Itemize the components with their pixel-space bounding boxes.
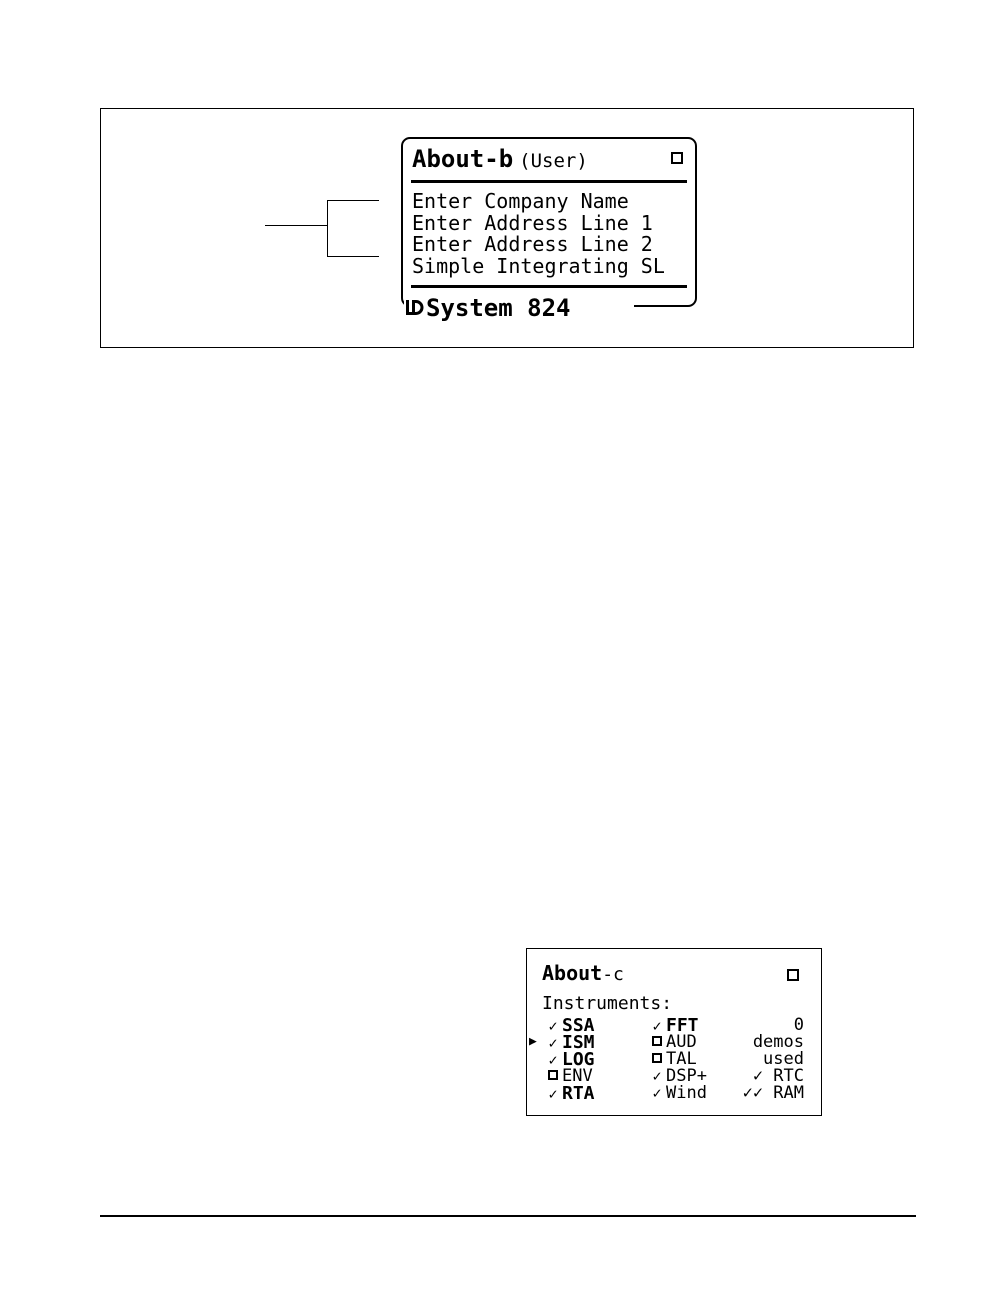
bracket-bottom [327,256,379,257]
description-line: Simple Integrating SL [412,253,665,278]
instruments-label: Instruments: [542,993,673,1014]
screen-title-suffix: -c [602,964,624,985]
checkmark-icon: ✓ [548,1017,558,1035]
address-line-1: Enter Address Line 1 [412,210,653,235]
page-bottom-rule [100,1215,916,1217]
selection-arrow-icon: ▶ [529,1034,537,1049]
instrument-name: LOG [562,1049,595,1070]
unchecked-box-icon [648,1051,666,1068]
square-indicator-icon [671,152,683,164]
status-cell: ✓ RTC [752,1066,804,1086]
company-name-line: Enter Company Name [412,189,629,213]
checkmark-icon: ✓ [548,1085,558,1103]
lcd-screen-about-c [526,948,822,1116]
model-name: System 824 [426,294,571,322]
figure-about-b [100,108,914,348]
instrument-name: ISM [562,1032,595,1053]
instrument-name: Wind [666,1083,707,1103]
lcd-screen-about-b [401,137,697,322]
footer-divider [411,285,687,288]
instrument-name: SSA [562,1015,595,1036]
unchecked-box-icon [544,1068,562,1085]
checkmark-icon: ✓ [652,1084,662,1102]
instrument-name: TAL [666,1049,697,1069]
footer-brand [404,293,634,323]
callout-line [265,225,328,226]
address-line-2: Enter Address Line 2 [412,232,653,256]
screen-title [412,145,588,173]
bracket-top [327,200,379,201]
title-divider [411,180,687,183]
checkmark-icon: ✓ [652,1017,662,1035]
instrument-name: ENV [562,1066,593,1086]
checkmark-icon: ✓ [548,1051,558,1069]
user-text-lines [412,191,665,277]
square-indicator-icon [787,969,799,981]
instrument-name: AUD [666,1032,697,1052]
checkmark-icon: ✓ [652,1067,662,1085]
instrument-cell [544,1085,595,1102]
status-cell: ✓✓ RAM [742,1083,804,1103]
screen-title [542,961,624,989]
screen-title-bold: About [542,961,603,985]
status-cell: used [763,1049,804,1069]
bracket-vertical [327,200,328,256]
checkmark-icon: ✓ [548,1034,558,1052]
unchecked-box-icon [648,1034,666,1051]
instrument-cell [648,1085,707,1102]
instrument-name: FFT [666,1015,699,1036]
instrument-row [542,1085,804,1102]
instrument-name: RTA [562,1083,595,1104]
instrument-grid [529,1015,804,1104]
screen-title-suffix: (User) [519,150,588,172]
status-cell: 0 [793,1015,804,1035]
instrument-name: DSP+ [666,1066,707,1086]
larson-davis-logo-icon [404,298,424,318]
screen-title-bold: About-b [412,145,514,173]
status-cell: demos [752,1032,804,1052]
